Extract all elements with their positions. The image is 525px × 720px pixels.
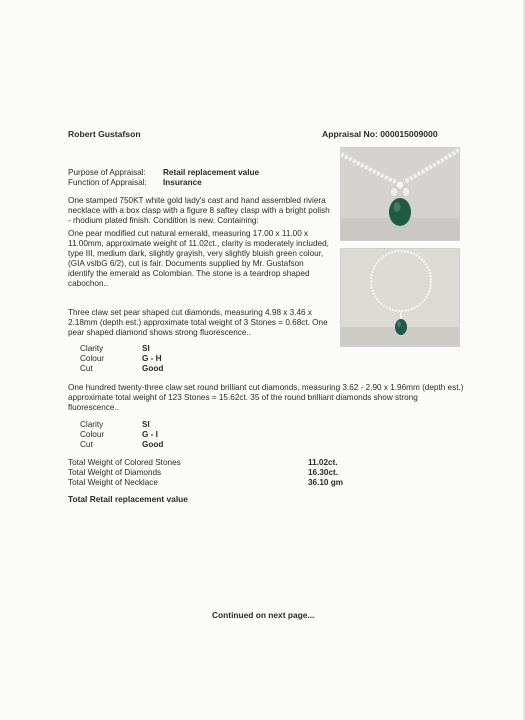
necklace-full-image <box>341 249 459 346</box>
total-row <box>68 468 343 478</box>
client-name: Robert Gustafson <box>68 129 141 139</box>
round-diamonds-description: One hundred twenty-three claw set round brilliant cut diamonds, measuring 3.62 - 2.90 x 1.96mm (depth est.) approximate total weight of 123 Stones = 15.62ct. 35 of the round brilliant diamonds show strong fluorescence.. <box>68 383 464 412</box>
grade-row <box>80 420 163 430</box>
grade-value: SI <box>142 344 150 353</box>
pear-diamond-grades <box>80 344 163 374</box>
purpose-label: Purpose of Appraisal: <box>68 168 146 177</box>
totals-block <box>68 458 343 488</box>
grade-value: G - I <box>142 430 158 439</box>
necklace-description: One stamped 750KT white gold lady's cast and hand assembled riviera necklace with a box clasp with a figure 8 saftey clasp with a bright polish - rhodium plated finish. Condition is new. Containing: <box>68 196 330 225</box>
emerald-description: One pear modified cut natural emerald, measuring 17.00 x 11.00 x 11.00mm, approximate weight of 11.02ct., clarity is moderately included, type III, medium dark, slightly grayish, very slightly bluish green colour, (GIA vslbG 6/2), cut is fair. Documents supplied by Mr. Gustafson identify the emerald as Colombian. The stone is a teardrop shaped cabochon.. <box>68 229 329 288</box>
necklace-full-photo <box>340 248 460 347</box>
grade-value: Good <box>142 364 164 373</box>
grade-value: G - H <box>142 354 162 363</box>
grade-label: Clarity <box>80 420 104 429</box>
total-label: Total Weight of Necklace <box>68 478 158 487</box>
total-label: Total Weight of Colored Stones <box>68 458 181 467</box>
grade-label: Clarity <box>80 344 104 353</box>
total-value: 16.30ct. <box>308 468 339 477</box>
grade-label: Cut <box>80 364 93 373</box>
total-value: 36.10 gm <box>308 478 344 487</box>
grade-row <box>80 354 163 364</box>
total-row <box>68 458 343 468</box>
round-diamond-grades <box>80 420 163 450</box>
function-label: Function of Appraisal: <box>68 178 147 187</box>
function-row <box>68 178 259 188</box>
total-retail-label: Total Retail replacement value <box>68 494 188 504</box>
grade-label: Colour <box>80 430 105 439</box>
function-value: Insurance <box>163 178 202 187</box>
grade-row <box>80 430 163 440</box>
pear-diamonds-description: Three claw set pear shaped cut diamonds, measuring 4.98 x 3.46 x 2.18mm (depth est.) approximate total weight of 3 Stones = 0.68ct. One pear shaped diamond shows strong fluorescence.. <box>68 308 328 337</box>
total-label: Total Weight of Diamonds <box>68 468 162 477</box>
grade-value: Good <box>142 440 164 449</box>
grade-row <box>80 364 163 374</box>
grade-row <box>80 440 163 450</box>
grade-label: Colour <box>80 354 105 363</box>
total-row <box>68 478 343 488</box>
pendant-closeup-photo <box>340 147 460 241</box>
total-value: 11.02ct. <box>308 458 338 467</box>
continued-notice: Continued on next page... <box>212 610 315 620</box>
appraisal-number: Appraisal No: 000015009000 <box>322 129 438 139</box>
purpose-block <box>68 168 259 188</box>
purpose-value: Retail replacement value <box>163 168 260 177</box>
grade-value: SI <box>142 420 150 429</box>
purpose-row <box>68 168 259 178</box>
pendant-closeup-image <box>341 148 459 240</box>
grade-row <box>80 344 163 354</box>
grade-label: Cut <box>80 440 93 449</box>
